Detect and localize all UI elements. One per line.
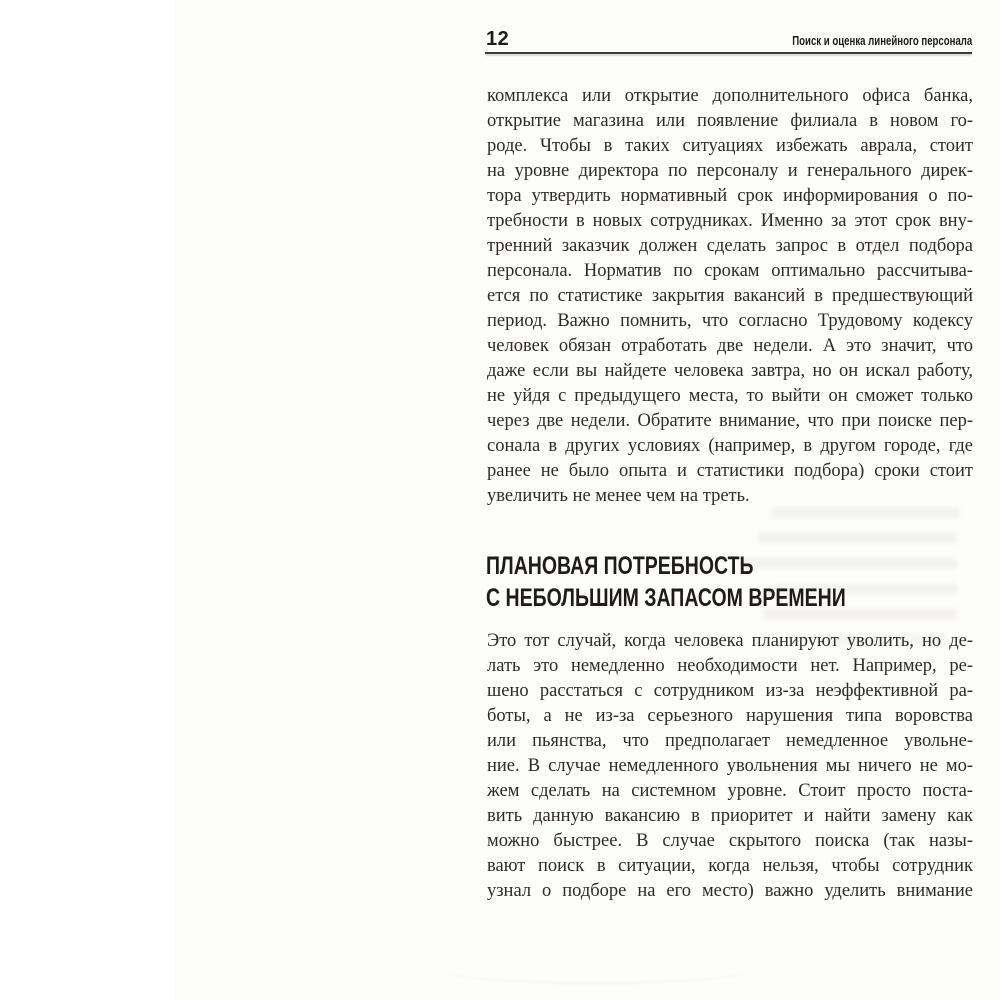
text-line: ние. В случае немедленного увольнения мы ничего не мо- xyxy=(487,756,973,776)
text-line: можно быстрее. В случае скрытого поиска (так назы- xyxy=(487,831,973,851)
text-line: ется по статистике закрытия вакансий в предшествующий xyxy=(487,286,973,306)
running-title: Поиск и оценка линейного персонала xyxy=(791,33,972,48)
text-line: тора утвердить нормативный срок информирования о по- xyxy=(487,186,973,206)
text-line: вают поиск в ситуации, когда нельзя, чтобы сотрудник xyxy=(487,856,973,876)
text-line: боты, а не из-за серьезного нарушения типа воровства xyxy=(487,706,973,726)
text-line: через две недели. Обратите внимание, что при поиске пер- xyxy=(487,411,973,431)
text-line: сонала в других условиях (например, в другом городе, где xyxy=(487,436,973,456)
text-line: узнал о подборе на его место) важно уделить внимание xyxy=(487,881,973,901)
page-number: 12 xyxy=(486,28,510,50)
header-rule xyxy=(485,52,972,54)
text-line: тренний заказчик должен сделать запрос в отдел подбора xyxy=(487,236,973,256)
section-heading xyxy=(486,551,985,614)
text-line: вить данную вакансию в приоритет и найти замену как xyxy=(487,806,973,826)
text-line: персонала. Норматив по срокам оптимально рассчитыва- xyxy=(487,261,973,281)
text-line: или пьянства, что предполагает немедленное увольне- xyxy=(487,731,973,751)
text-line: даже если вы найдете человека завтра, но он искал работу, xyxy=(487,361,973,381)
heading-line: ПЛАНОВАЯ ПОТРЕБНОСТЬ xyxy=(486,552,754,580)
showthrough-ghost xyxy=(757,532,957,543)
showthrough-ghost xyxy=(771,507,959,518)
text-line: роде. Чтобы в таких ситуациях избежать аврала, стоит xyxy=(487,136,973,156)
text-line: шено расстаться с сотрудником из-за неэффективной ра- xyxy=(487,681,973,701)
text-line: открытие магазина или появление филиала в новом го- xyxy=(487,111,973,131)
text-line: период. Важно помнить, что согласно Трудовому кодексу xyxy=(487,311,973,331)
text-line: человек обязан отработать две недели. А это значит, что xyxy=(487,336,973,356)
text-line: жем сделать на системном уровне. Стоит просто поста- xyxy=(487,781,973,801)
paragraph-2 xyxy=(487,629,973,904)
text-line: лать это немедленно необходимости нет. Например, ре- xyxy=(487,656,973,676)
text-line: требности в новых сотрудниках. Именно за этот срок вну- xyxy=(487,211,973,231)
page-curl-shadow xyxy=(445,958,745,984)
text-line: не уйдя с предыдущего места, то выйти он сможет только xyxy=(487,386,973,406)
page-surface xyxy=(175,0,1000,1000)
paragraph-1 xyxy=(487,84,973,509)
heading-line: С НЕБОЛЬШИМ ЗАПАСОМ ВРЕМЕНИ xyxy=(486,583,846,612)
text-line: ранее не было опыта и статистики подбора) сроки стоит xyxy=(487,461,973,481)
text-line: Это тот случай, когда человека планируют уволить, но де- xyxy=(487,631,973,651)
page-header xyxy=(486,28,972,52)
text-line: на уровне директора по персоналу и генерального дирек- xyxy=(487,161,973,181)
text-line: комплекса или открытие дополнительного офиса банка, xyxy=(487,86,973,106)
text-line: увеличить не менее чем на треть. xyxy=(487,486,750,506)
